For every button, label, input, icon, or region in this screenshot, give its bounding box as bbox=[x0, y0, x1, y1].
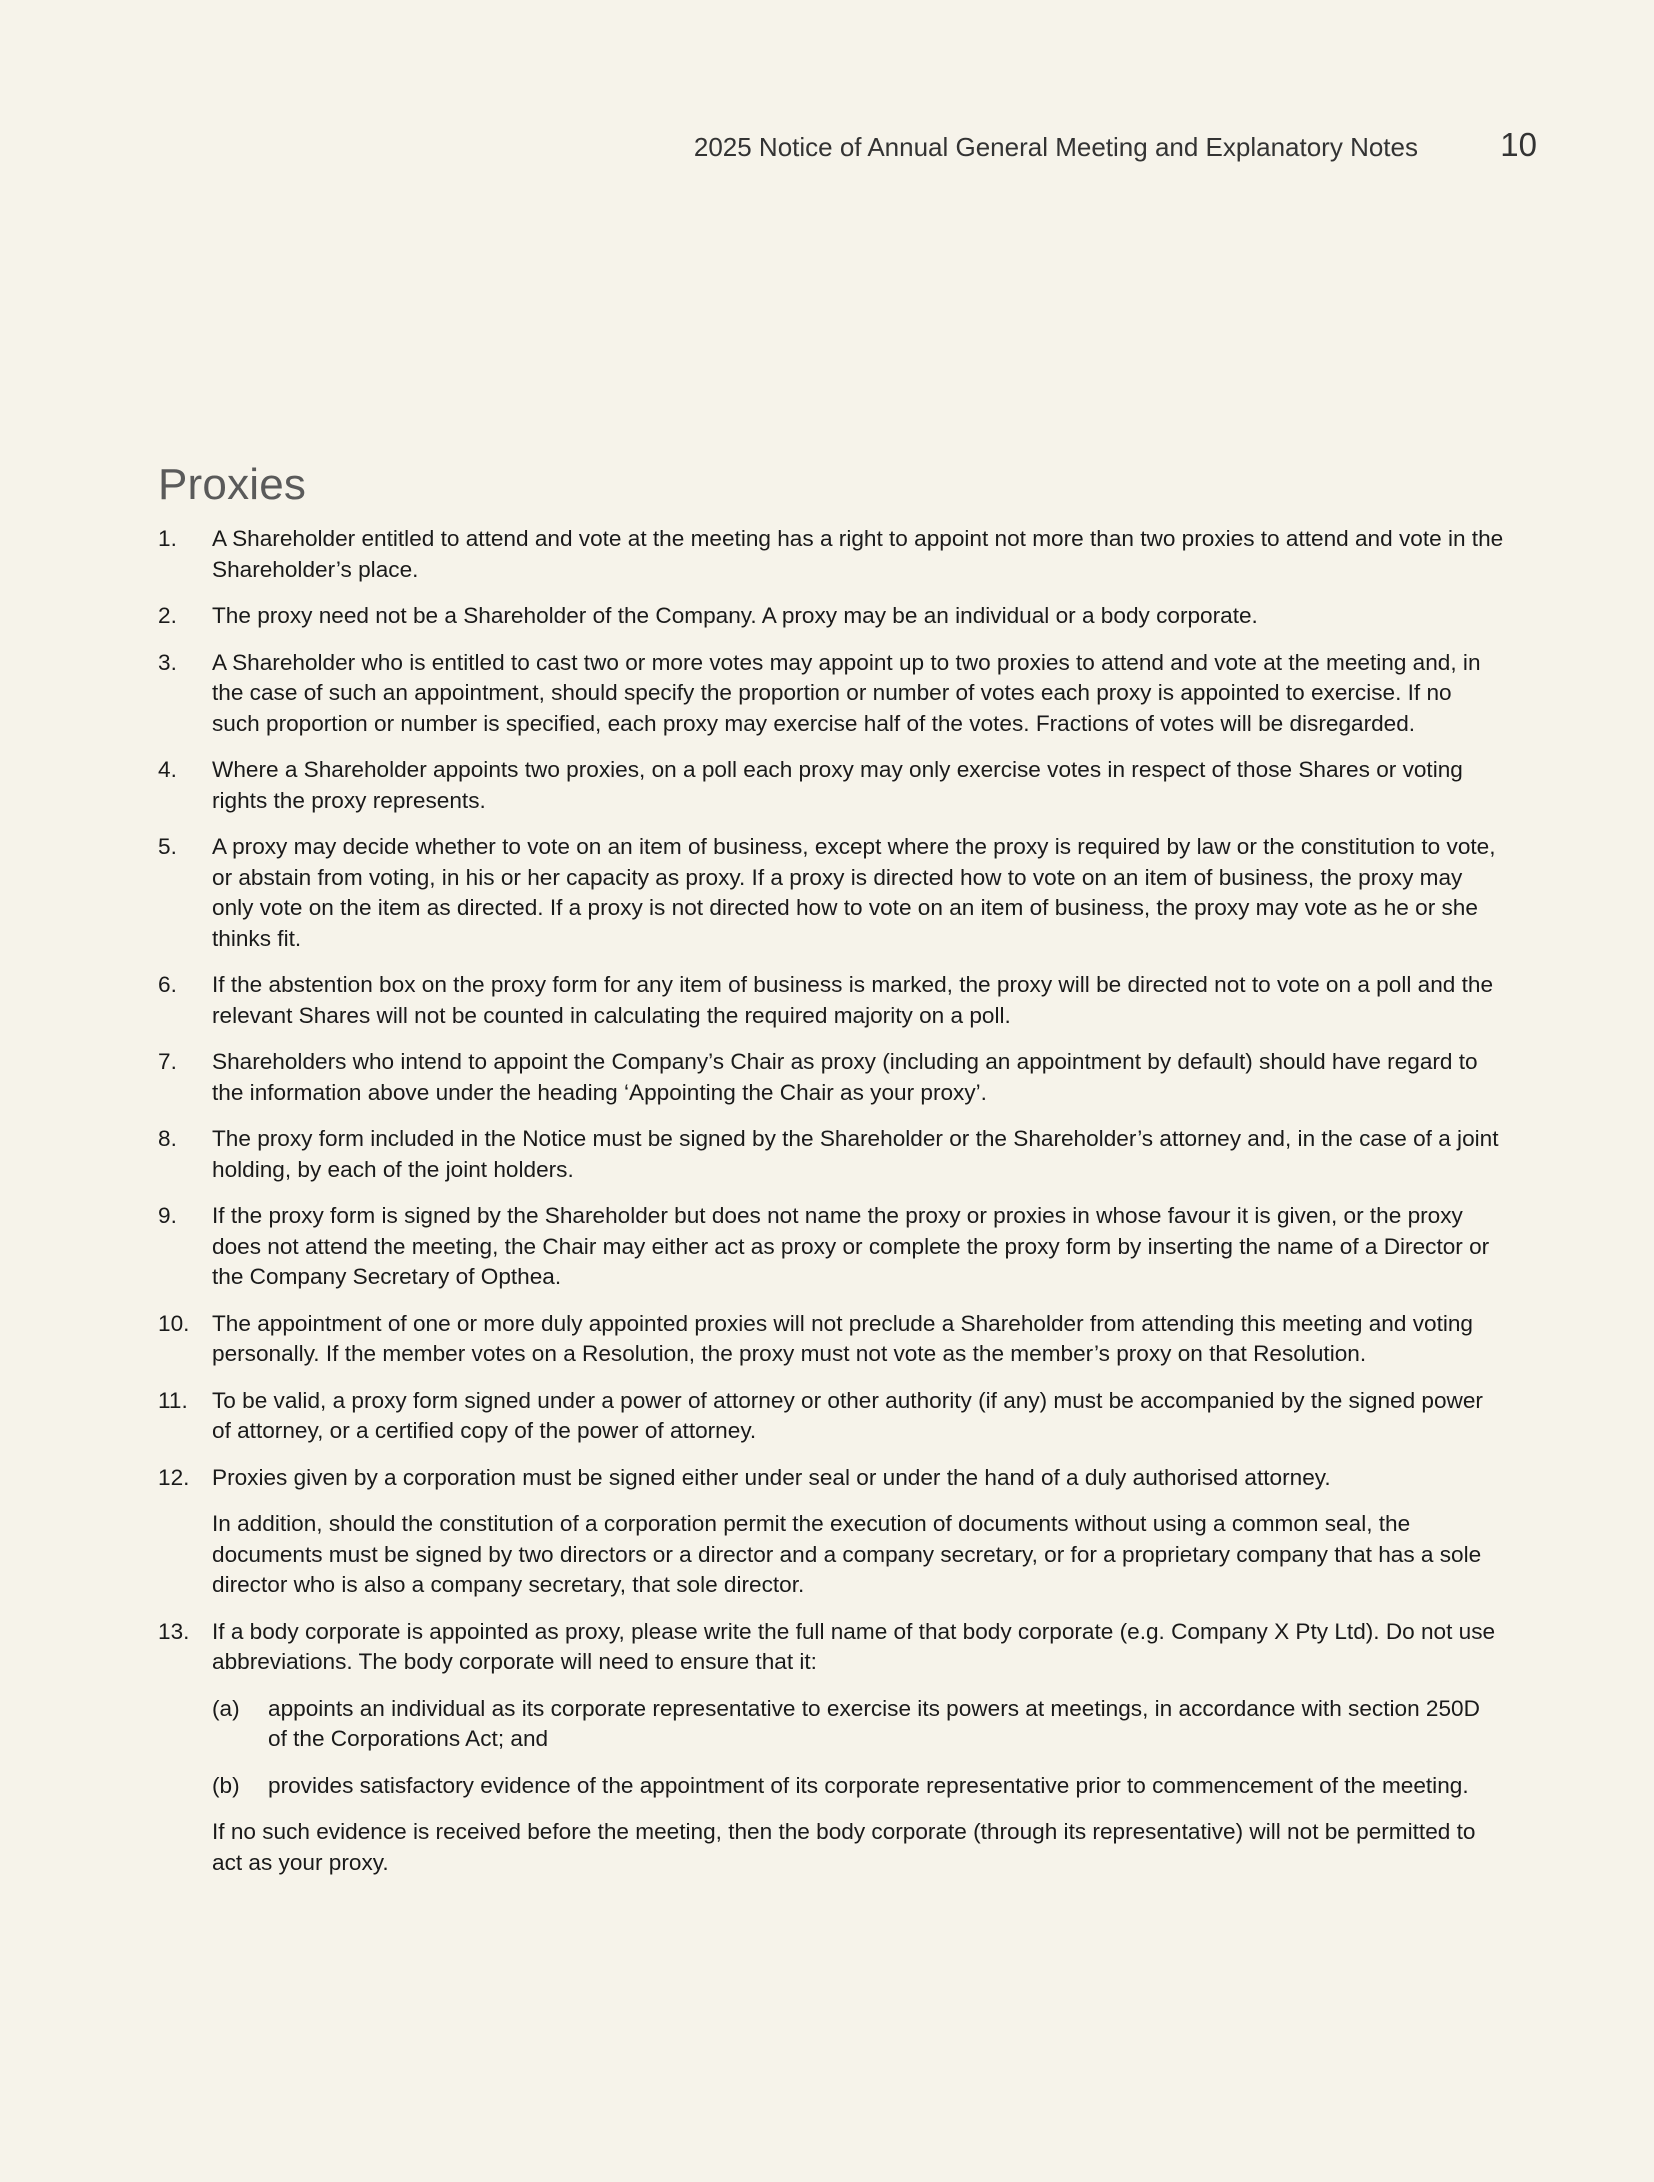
list-item bbox=[158, 1201, 1504, 1293]
list-item bbox=[158, 601, 1504, 632]
item-number: 9. bbox=[158, 1203, 177, 1228]
sub-item-label: (a) bbox=[212, 1695, 240, 1721]
item-text: To be valid, a proxy form signed under a power of attorney or other authority (if any) must be accompanied by the signed power of attorney, or a certified copy of the power of attorney. bbox=[212, 1387, 1483, 1443]
item-text-continued: In addition, should the constitution of a corporation permit the execution of documents without using a common seal, the documents must be signed by two directors or a director and a company secretary, or for a proprietary company that has a sole director who is also a company secretary, that sole director. bbox=[212, 1511, 1482, 1597]
list-item bbox=[158, 832, 1504, 954]
list-item bbox=[158, 1124, 1504, 1185]
item-text: Shareholders who intend to appoint the Company’s Chair as proxy (including an appointment by default) should have regard to the information above under the heading ‘Appointing the Chair as your proxy’. bbox=[212, 1049, 1478, 1105]
item-closing-text: If no such evidence is received before the meeting, then the body corporate (through its representative) will not be permitted to act as your proxy. bbox=[212, 1819, 1476, 1875]
item-number: 7. bbox=[158, 1049, 177, 1074]
list-item bbox=[158, 524, 1504, 585]
item-number: 4. bbox=[158, 757, 177, 782]
page-number: 10 bbox=[1500, 126, 1537, 163]
item-text: If the abstention box on the proxy form for any item of business is marked, the proxy will be directed not to vote on a poll and the relevant Shares will not be counted in calculating the required majority on a poll. bbox=[212, 972, 1494, 1028]
sub-list-item bbox=[212, 1694, 1504, 1755]
item-number: 6. bbox=[158, 972, 177, 997]
list-item bbox=[158, 648, 1504, 740]
list-item bbox=[158, 1617, 1504, 1879]
item-text: A proxy may decide whether to vote on an item of business, except where the proxy is required by law or the constitution to vote, or abstain from voting, in his or her capacity as proxy. If a proxy is directed how to vote on an item of business, the proxy may only vote on the item as directed. If a proxy is not directed how to vote on an item of business, the proxy may vote as he or she thinks fit. bbox=[212, 834, 1496, 951]
item-number: 8. bbox=[158, 1126, 177, 1151]
item-text: Proxies given by a corporation must be signed either under seal or under the hand of a duly authorised attorney. bbox=[212, 1464, 1331, 1490]
item-number: 12. bbox=[158, 1464, 190, 1490]
item-text: A Shareholder entitled to attend and vote at the meeting has a right to appoint not more than two proxies to attend and vote in the Shareholder’s place. bbox=[212, 526, 1504, 582]
item-number: 3. bbox=[158, 649, 177, 675]
document-title: 2025 Notice of Annual General Meeting and Explanatory Notes bbox=[693, 132, 1418, 162]
item-text: If the proxy form is signed by the Shareholder but does not name the proxy or proxies in whose favour it is given, or the proxy does not attend the meeting, the Chair may either act as proxy or complete the proxy form by inserting the name of a Director or the Company Secretary of Opthea. bbox=[212, 1203, 1490, 1289]
item-number: 2. bbox=[158, 603, 177, 628]
list-item bbox=[158, 1309, 1504, 1370]
item-text: A Shareholder who is entitled to cast two or more votes may appoint up to two proxies to attend and vote at the meeting and, in the case of such an appointment, should specify the proportion or number of votes each proxy is appointed to exercise. If no such proportion or number is specified, each proxy may exercise half of the votes. Fractions of votes will be disregarded. bbox=[212, 649, 1481, 736]
proxies-list bbox=[158, 524, 1504, 1894]
list-item bbox=[158, 1463, 1504, 1601]
item-text: The proxy form included in the Notice must be signed by the Shareholder or the Shareholder’s attorney and, in the case of a joint holding, by each of the joint holders. bbox=[212, 1126, 1499, 1182]
list-item bbox=[158, 970, 1504, 1031]
item-text: The appointment of one or more duly appointed proxies will not preclude a Shareholder from attending this meeting and voting personally. If the member votes on a Resolution, the proxy must not vote as the member’s proxy on that Resolution. bbox=[212, 1310, 1473, 1366]
sub-item-text: appoints an individual as its corporate representative to exercise its powers at meetings, in accordance with section 250D of the Corporations Act; and bbox=[268, 1695, 1480, 1751]
list-item bbox=[158, 755, 1504, 816]
item-number: 1. bbox=[158, 526, 177, 551]
item-number: 10. bbox=[158, 1310, 190, 1336]
item-number: 11. bbox=[158, 1387, 188, 1413]
item-text: If a body corporate is appointed as proxy, please write the full name of that body corporate (e.g. Company X Pty Ltd). Do not use abbreviations. The body corporate will need to ensure that it: bbox=[212, 1618, 1496, 1674]
item-number: 5. bbox=[158, 834, 177, 859]
list-item bbox=[158, 1386, 1504, 1447]
section-title: Proxies bbox=[158, 460, 307, 509]
sub-item-label: (b) bbox=[212, 1772, 240, 1798]
item-number: 13. bbox=[158, 1618, 190, 1644]
sub-item-text: provides satisfactory evidence of the appointment of its corporate representative prior to commencement of the meeting. bbox=[268, 1772, 1469, 1798]
sub-list-item bbox=[212, 1771, 1504, 1802]
list-item bbox=[158, 1047, 1504, 1108]
page-header bbox=[0, 126, 1654, 166]
item-text: The proxy need not be a Shareholder of the Company. A proxy may be an individual or a body corporate. bbox=[212, 603, 1258, 628]
item-text: Where a Shareholder appoints two proxies, on a poll each proxy may only exercise votes in respect of those Shares or voting rights the proxy represents. bbox=[212, 757, 1463, 813]
